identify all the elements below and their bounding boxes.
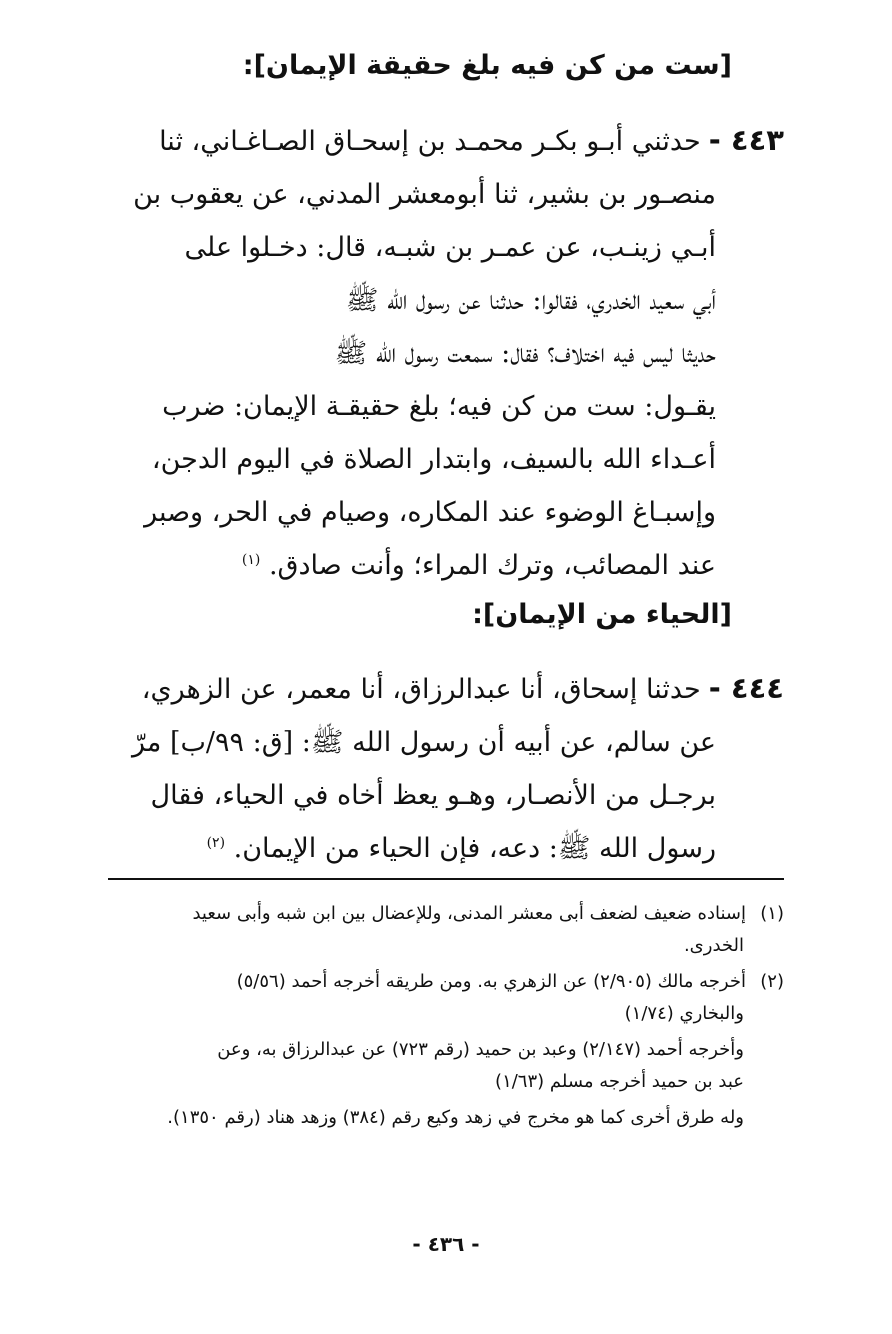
footnote-2-continued xyxy=(54,1034,784,1098)
footnote-text: أخرجه مالك (٢/٩٠٥) عن الزهري به. ومن طريقه أخرجه أحمد (٥/٥٦) xyxy=(236,971,746,992)
hadith-line: منصـور بن بشير، ثنا أبومعشر المدني، عن يعقوب بن xyxy=(133,179,716,210)
footnote-ref[interactable]: (١) xyxy=(241,552,261,568)
page-number: - ٤٣٦ - xyxy=(412,1232,480,1256)
footnote-marker: (٢) xyxy=(760,971,784,992)
footnote-divider xyxy=(108,878,784,880)
footnote-2 xyxy=(54,966,784,1030)
footnote-line xyxy=(54,898,784,930)
footnote-marker: (١) xyxy=(760,903,784,924)
footnote-1 xyxy=(54,898,784,962)
footnote-text: إسناده ضعيف لضعف أبى معشر المدنى، وللإعضال بين ابن شبه وأبى سعيد xyxy=(192,903,746,924)
footnote-line: وأخرجه أحمد (٢/١٤٧) وعبد بن حميد (رقم ٧٢٣) عن عبدالرزاق به، وعن xyxy=(217,1039,744,1060)
hadith-text: حدثنا إسحاق، أنا عبدالرزاق، أنا معمر، عن الزهري، xyxy=(141,674,701,705)
hadith-444 xyxy=(72,662,784,875)
hadith-line: برجـل من الأنصـار، وهـو يعظ أخاه في الحياء، فقال xyxy=(150,780,716,811)
hadith-line: عن سالم، عن أبيه أن رسول الله ﷺ: [ق: ٩٩/ب] مرّ xyxy=(132,727,716,758)
footnotes xyxy=(54,898,784,1138)
footnote-line xyxy=(54,966,784,998)
footnote-line: الخدرى. xyxy=(683,935,744,956)
hadith-line: وإسبـاغ الوضوء عند المكاره، وصيام في الحر، وصبر xyxy=(144,497,716,528)
section-heading: [ست من كن فيه بلغ حقيقة الإيمان]: xyxy=(242,50,732,81)
hadith-line: أبي سعيد الخدري، فقالوا: حدثنا عن رسول الله ﷺ xyxy=(345,285,716,316)
hadith-line xyxy=(54,114,784,168)
footnote-line: وله طرق أخرى كما هو مخرج في زهد وكيع رقم (٣٨٤) وزهد هناد (رقم ١٣٥٠). xyxy=(167,1107,744,1128)
footnote-2-continued xyxy=(54,1102,784,1134)
hadith-text: رسول الله ﷺ: دعه، فإن الحياء من الإيمان. xyxy=(233,833,716,864)
hadith-line: يقـول: ست من كن فيه؛ بلغ حقيقـة الإيمان: ضرب xyxy=(162,391,716,422)
hadith-number: ٤٤٣ - xyxy=(708,123,784,157)
footnote-line: والبخاري (١/٧٤) xyxy=(624,1003,744,1024)
hadith-text: عند المصائب، وترك المراء؛ وأنت صادق. xyxy=(268,550,716,581)
hadith-line: أبـي زينـب، عن عمـر بن شبـه، قال: دخـلوا على xyxy=(184,232,716,263)
hadith-line: حديثا ليس فيه اختلاف؟ فقال: سمعت رسول الله ﷺ xyxy=(334,338,716,369)
hadith-line xyxy=(72,822,784,875)
hadith-line: أعـداء الله بالسيف، وابتدار الصلاة في اليوم الدجن، xyxy=(151,444,716,475)
hadith-line xyxy=(72,662,784,716)
section-heading: [الحياء من الإيمان]: xyxy=(472,599,732,630)
hadith-line xyxy=(54,539,784,592)
hadith-text: حدثني أبـو بكـر محمـد بن إسحـاق الصـاغـاني، ثنا xyxy=(159,126,701,157)
hadith-443 xyxy=(54,114,784,592)
footnote-ref[interactable]: (٢) xyxy=(206,835,226,851)
hadith-number: ٤٤٤ - xyxy=(708,671,784,705)
footnote-line: عبد بن حميد أخرجه مسلم (١/٦٣) xyxy=(495,1071,744,1092)
